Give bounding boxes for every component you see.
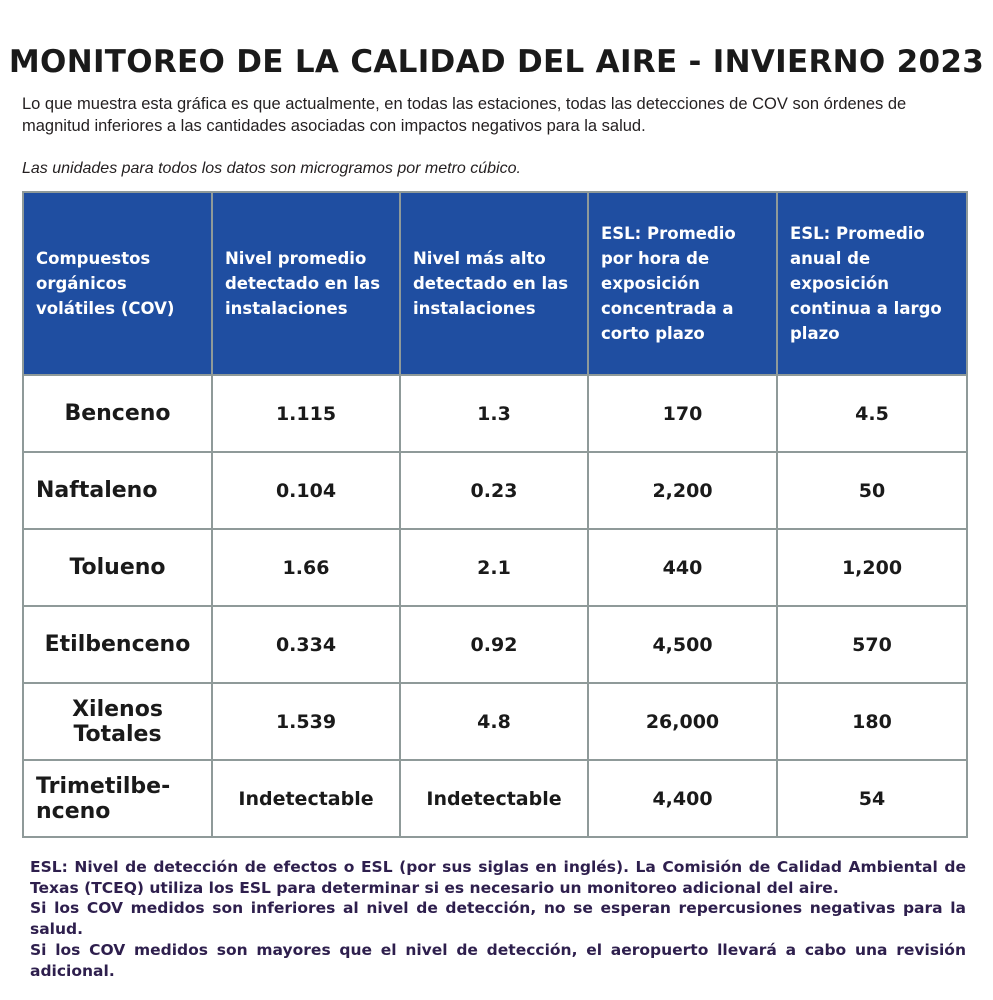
header-highest-level: Nivel más alto detectado en las instalaciones <box>400 192 588 375</box>
table-row <box>23 683 967 760</box>
header-compounds: Compuestos orgánicos volátiles (COV) <box>23 192 212 375</box>
average-level: 1.66 <box>212 529 400 606</box>
average-level: 1.539 <box>212 683 400 760</box>
compound-name: Trimetilbe-nceno <box>23 760 212 837</box>
header-average-level: Nivel promedio detectado en las instalaciones <box>212 192 400 375</box>
esl-long-term: 4.5 <box>777 375 967 452</box>
esl-short-term: 170 <box>588 375 777 452</box>
esl-short-term: 440 <box>588 529 777 606</box>
average-level: Indetectable <box>212 760 400 837</box>
esl-short-term: 2,200 <box>588 452 777 529</box>
table-row <box>23 452 967 529</box>
compound-name: Benceno <box>23 375 212 452</box>
header-esl-short-term: ESL: Promedio por hora de exposición concentrada a corto plazo <box>588 192 777 375</box>
table-row <box>23 606 967 683</box>
highest-level: 4.8 <box>400 683 588 760</box>
average-level: 0.104 <box>212 452 400 529</box>
esl-long-term: 570 <box>777 606 967 683</box>
table-row <box>23 375 967 452</box>
header-esl-long-term: ESL: Promedio anual de exposición continua a largo plazo <box>777 192 967 375</box>
compound-name: Naftaleno <box>23 452 212 529</box>
intro-paragraph: Lo que muestra esta gráfica es que actualmente, en todas las estaciones, todas las detecciones de COV son órdenes de magnitud inferiores a las cantidades asociadas con impactos negativos para la salud. <box>22 95 907 135</box>
compound-name: Etilbenceno <box>23 606 212 683</box>
compound-name: Xilenos Totales <box>23 683 212 760</box>
footnote-below-level: Si los COV medidos son inferiores al nivel de detección, no se esperan repercusiones negativas para la salud. <box>30 899 966 939</box>
esl-short-term: 26,000 <box>588 683 777 760</box>
average-level: 1.115 <box>212 375 400 452</box>
highest-level: 2.1 <box>400 529 588 606</box>
esl-short-term: 4,400 <box>588 760 777 837</box>
footnote-esl-definition: ESL: Nivel de detección de efectos o ESL (por sus siglas en inglés). La Comisión de Calidad Ambiental de Texas (TCEQ) utiliza los ESL para determinar si es necesario un monitoreo adicional del aire. <box>30 858 966 897</box>
footnote-above-level: Si los COV medidos son mayores que el nivel de detección, el aeropuerto llevará a cabo una revisión adicional. <box>30 940 966 980</box>
table-row <box>23 529 967 606</box>
compound-name: Tolueno <box>23 529 212 606</box>
units-note: Las unidades para todos los datos son microgramos por metro cúbico. <box>22 160 521 177</box>
voc-table <box>22 191 968 838</box>
page-title: MONITOREO DE LA CALIDAD DEL AIRE - INVIERNO 2023 <box>8 44 985 80</box>
esl-long-term: 54 <box>777 760 967 837</box>
average-level: 0.334 <box>212 606 400 683</box>
esl-long-term: 180 <box>777 683 967 760</box>
esl-long-term: 1,200 <box>777 529 967 606</box>
highest-level: 0.23 <box>400 452 588 529</box>
esl-long-term: 50 <box>777 452 967 529</box>
table-row <box>23 760 967 837</box>
highest-level: 0.92 <box>400 606 588 683</box>
highest-level: 1.3 <box>400 375 588 452</box>
esl-short-term: 4,500 <box>588 606 777 683</box>
footnotes <box>30 857 966 981</box>
table-header-row <box>23 192 967 375</box>
highest-level: Indetectable <box>400 760 588 837</box>
